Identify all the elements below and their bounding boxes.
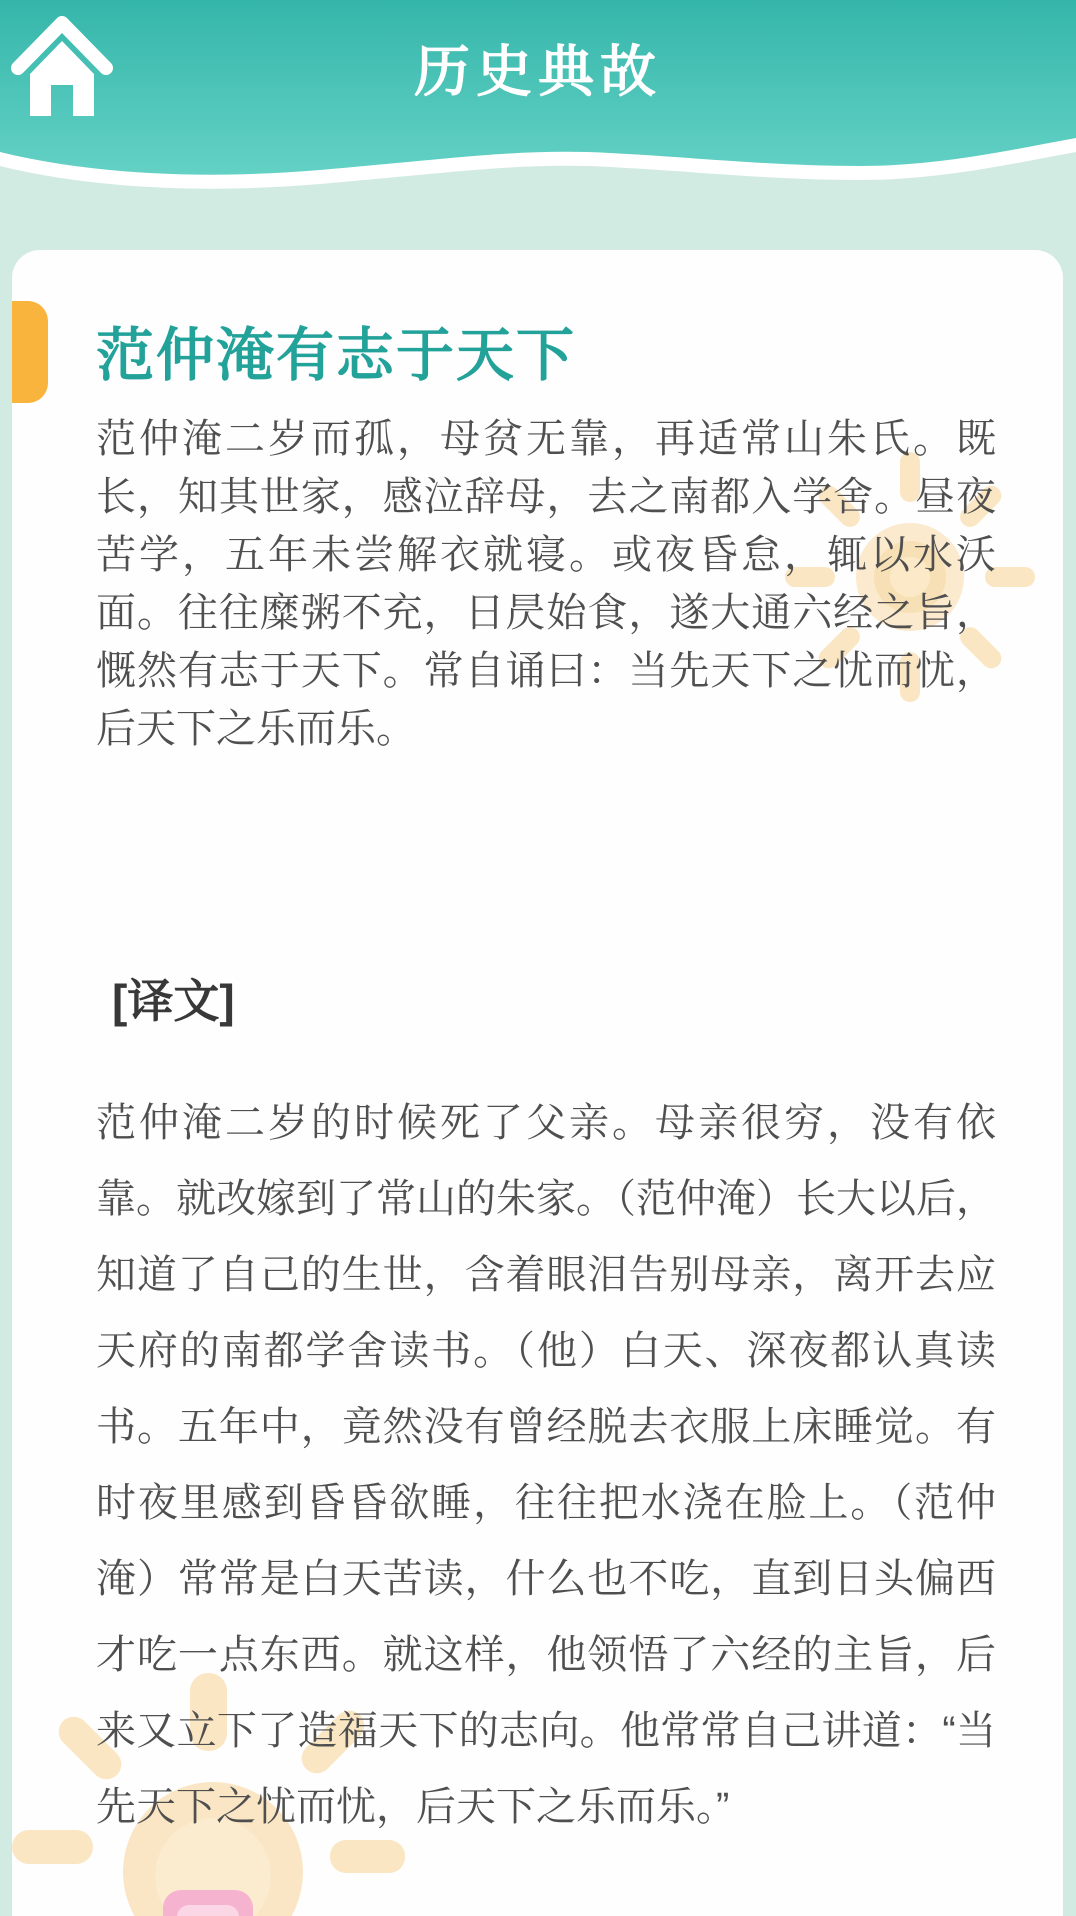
classical-text-paragraph: 范仲淹二岁而孤，母贫无靠，再适常山朱氏。既长，知其世家，感泣辞母，去之南都入学舍。昼夜苦学，五年未尝解衣就寝。或夜昏怠，辄以水沃面。往往糜粥不充，日昃始食，遂大通六经之旨，慨然有志于天下。常自诵曰：当先天下之忧而忧，后天下之乐而乐。: [96, 417, 996, 751]
translation-label: [译文]: [112, 975, 235, 1027]
chapter-tab-marker: [12, 301, 48, 403]
page-title: 历史典故: [414, 40, 662, 103]
translation-paragraph: 范仲淹二岁的时候死了父亲。母亲很穷，没有依靠。就改嫁到了常山的朱家。（范仲淹）长大以后，知道了自己的生世，含着眼泪告别母亲，离开去应天府的南都学舍读书。（他）白天、深夜都认真读书。五年中，竟然没有曾经脱去衣服上床睡觉。有时夜里感到昏昏欲睡，往往把水浇在脸上。（范仲淹）常常是白天苦读，什么也不吃，直到日头偏西才吃一点东西。就这样，他领悟了六经的主旨，后来又立下了造福天下的志向。他常常自己讲道：“当先天下之忧而忧，后天下之乐而乐。”: [96, 1101, 996, 1829]
header: [0, 0, 1076, 200]
content-card: [12, 250, 1063, 1916]
article-title: 范仲淹有志于天下: [96, 323, 577, 388]
